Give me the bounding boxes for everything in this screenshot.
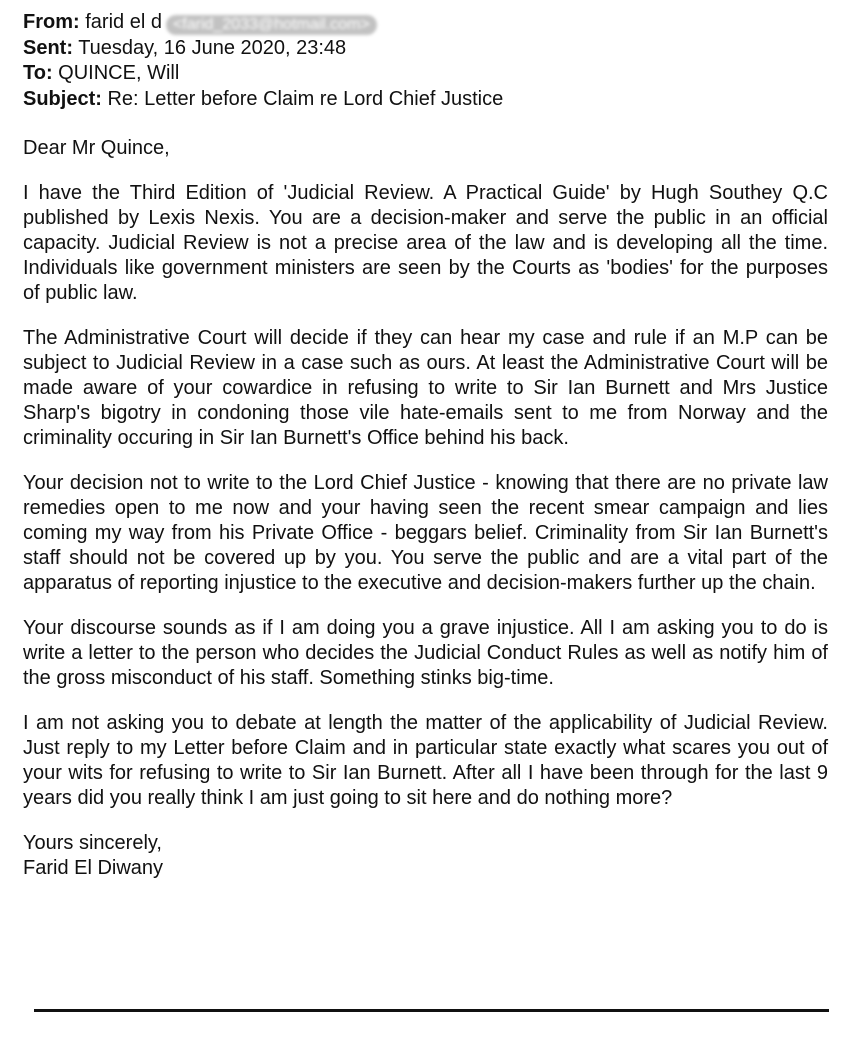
from-line — [23, 10, 828, 36]
letter-body — [23, 136, 828, 881]
to-line — [23, 61, 828, 87]
subject-value: Re: Letter before Claim re Lord Chief Justice — [107, 87, 504, 110]
subject-line — [23, 87, 828, 113]
email-header — [23, 10, 828, 112]
signature: Farid El Diwany — [23, 857, 164, 879]
to-label: To: — [23, 62, 53, 84]
to-value: QUINCE, Will — [58, 62, 180, 84]
body-paragraph-1: I have the Third Edition of 'Judicial Review. A Practical Guide' by Hugh Southey Q.C published by Lexis Nexis. You are a decision-maker and serve the public in an official capacity. Judicial Review is not a precise area of the law and is developing all the time. Individuals like government ministers are seen by the Courts as 'bodies' for the purposes of public law. — [23, 182, 828, 304]
body-paragraph-3: Your decision not to write to the Lord Chief Justice - knowing that there are no private law remedies open to me now and your having seen the recent smear campaign and lies coming my way from his Private Office - beggars belief. Criminality from Sir Ian Burnett's staff should not be covered up by you. You serve the public and are a vital part of the apparatus of reporting injustice to the executive and decision-makers further up the chain. — [23, 472, 828, 594]
email-printout — [23, 10, 828, 881]
body-paragraph-4: Your discourse sounds as if I am doing you a grave injustice. All I am asking you to do is write a letter to the person who decides the Judicial Conduct Rules as well as notify him of the gross misconduct of his staff. Something stinks big-time. — [23, 617, 828, 689]
sent-line — [23, 36, 828, 62]
sent-value: Tuesday, 16 June 2020, 23:48 — [78, 36, 347, 59]
from-name: farid el d — [85, 11, 162, 33]
redacted-sender-email: <farid_2033@hotmail.com> — [166, 15, 377, 35]
salutation: Dear Mr Quince, — [23, 137, 170, 159]
body-paragraph-5: I am not asking you to debate at length the matter of the applicability of Judicial Review. Just reply to my Letter before Claim and in particular state exactly what scares you out of your wits for refusing to write to Sir Ian Burnett. After all I have been through for the last 9 years did you really think I am just going to sit here and do nothing more? — [23, 712, 828, 809]
body-paragraph-2: The Administrative Court will decide if they can hear my case and rule if an M.P can be subject to Judicial Review in a case such as ours. At least the Administrative Court will be made aware of your cowardice in refusing to write to Sir Ian Burnett and Mrs Justice Sharp's bigotry in condoning those vile hate-emails sent to me from Norway and the criminality occuring in Sir Ian Burnett's Office behind his back. — [23, 327, 828, 449]
subject-label: Subject: — [23, 87, 102, 110]
bottom-divider — [34, 1009, 829, 1012]
sent-label: Sent: — [23, 36, 73, 59]
from-label: From: — [23, 11, 80, 33]
closing-line: Yours sincerely, — [23, 832, 162, 854]
